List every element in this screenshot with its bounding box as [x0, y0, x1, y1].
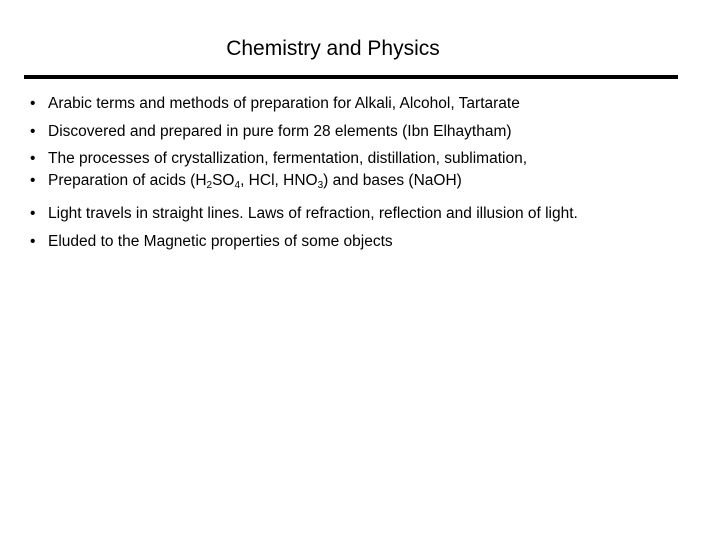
- formula-text: , HCl, HNO: [240, 172, 318, 189]
- bullet-icon: •: [30, 123, 36, 140]
- bullet-item: [30, 171, 462, 191]
- bullet-text: Light travels in straight lines. Laws of refraction, reflection and illusion of light.: [48, 205, 578, 222]
- bullet-item: [30, 122, 512, 142]
- bullet-item: [30, 204, 578, 224]
- bullet-icon: •: [30, 150, 36, 167]
- bullet-icon: •: [30, 95, 36, 112]
- formula-text: Preparation of acids (H: [48, 172, 207, 189]
- bullet-text: The processes of crystallization, fermentation, distillation, sublimation,: [48, 150, 527, 167]
- bullet-item: [30, 232, 393, 252]
- title-divider: [24, 75, 678, 79]
- formula-text: ) and bases (NaOH): [323, 172, 462, 189]
- bullet-text: Discovered and prepared in pure form 28 elements (Ibn Elhaytham): [48, 123, 512, 140]
- bullet-text: Eluded to the Magnetic properties of some objects: [48, 233, 393, 250]
- slide-title: Chemistry and Physics: [226, 37, 440, 60]
- bullet-icon: •: [30, 205, 36, 222]
- bullet-icon: •: [30, 233, 36, 250]
- bullet-item: [30, 94, 520, 114]
- formula-text: SO: [212, 172, 235, 189]
- bullet-text: Arabic terms and methods of preparation for Alkali, Alcohol, Tartarate: [48, 95, 520, 112]
- subscript: 2: [206, 180, 213, 191]
- bullet-text-formula: [48, 172, 462, 189]
- bullet-item: [30, 149, 527, 169]
- bullet-icon: •: [30, 172, 36, 189]
- subscript: 3: [317, 180, 324, 191]
- subscript: 4: [234, 180, 241, 191]
